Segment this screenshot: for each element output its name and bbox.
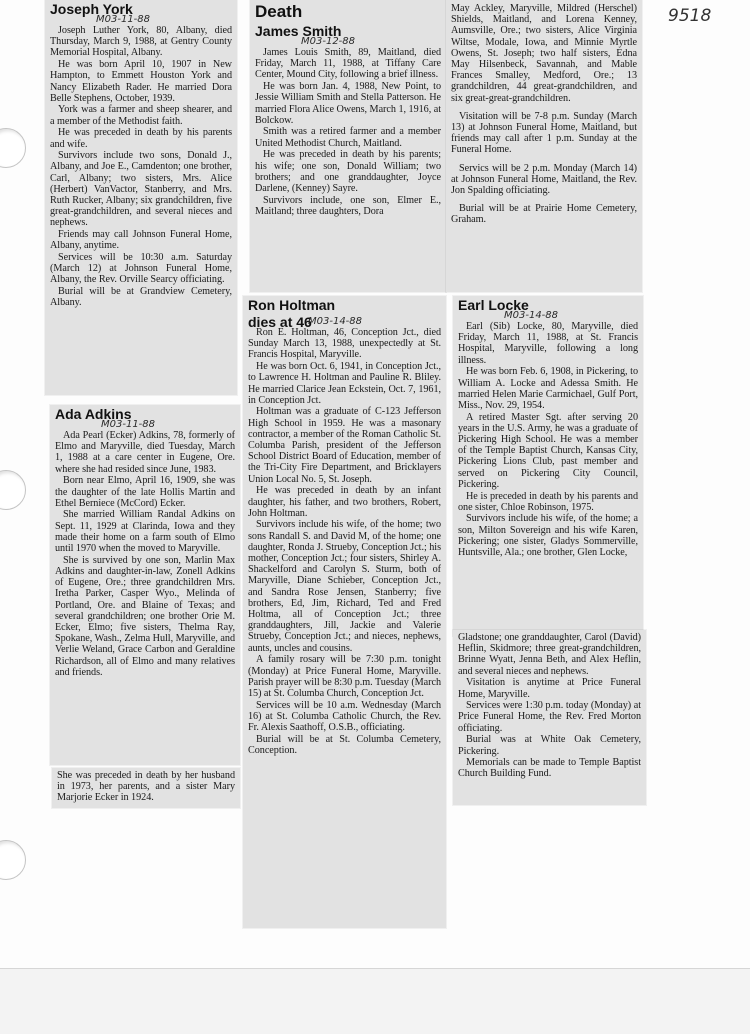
handwritten-date: M03-11-88: [96, 14, 151, 25]
paragraph: Ron E. Holtman, 46, Conception Jct., died Sunday March 13, 1988, unexpectedly at St. Francis Hospital, Maryville.: [248, 327, 441, 361]
paragraph: May Ackley, Maryville, Mildred (Herschel) Shields, Maitland, and Lorena Kenney, Aumsville, Ore.; two sisters, Alice Virginia Wiltse, Modale, Iowa, and Minnie Myrtle Owens, St. Joseph; two half sisters, Edna May Hilsenbeck, Savannah, and Mable Frances Smalley, Medford, Ore.; 13 grandchildren, 44 great-grandchildren, and six great-great-grandchildren.: [451, 3, 637, 104]
handwritten-date: M03-14-88: [308, 316, 363, 327]
paragraph: Survivors include, one son, Elmer E., Maitland; three daughters, Dora: [255, 194, 441, 217]
paragraph: He was born April 10, 1907 in New Hampton, to Emmett Houston York and Nancy Elizabeth Rader. He married Dora Belle Stephens, October, 1939.: [50, 59, 232, 104]
obituary-title: James Smith: [255, 23, 342, 39]
paragraph: He is preceded in death by his parents and one sister, Chloe Robinson, 1975.: [458, 490, 638, 513]
paragraph: Burial was at White Oak Cemetery, Pickering.: [458, 734, 641, 757]
obituary-ada-adkins-continued: [52, 768, 240, 808]
scan-bottom-edge: [0, 968, 750, 1034]
punch-hole: [0, 128, 26, 168]
handwritten-date: M03-14-88: [504, 310, 559, 321]
paragraph: Earl (Sib) Locke, 80, Maryville, died Friday, March 11, 1988, at St. Francis Hospital, Maryville, following a long illness.: [458, 321, 638, 366]
section-heading-death: Death: [255, 2, 303, 21]
paragraph: Joseph Luther York, 80, Albany, died Thursday, March 9, 1988, at Gentry County Memorial Hospital, Albany.: [50, 25, 232, 59]
paragraph: He was preceded in death by his parents and wife.: [50, 127, 232, 150]
paragraph: Survivors include two sons, Donald J., Albany, and Joe E., Camdenton; one brother, Carl, Albany; two sisters, Mrs. Alice (Herbert) VanVactor, Stanberry, and Mrs. Ruth Rucker, Albany; six grandchildren, five great-grandchildren, and several nieces and nephews.: [50, 150, 232, 229]
paragraph: Holtman was a graduate of C-123 Jefferson High School in 1959. He was a masonary contractor, a member of the Roman Catholic St. Columba Parish, president of the Jefferson School District Board of Education, member of the Tri-City Fire Department, and Bricklayers Union Local No. 5, St. Joseph.: [248, 406, 441, 485]
paragraph: Memorials can be made to Temple Baptist Church Building Fund.: [458, 757, 641, 780]
obituary-body: [248, 327, 441, 756]
paragraph: Visitation will be 7-8 p.m. Sunday (March 13) at Johnson Funeral Home, Maitland, but friends may call after 1 p.m. Sunday at the Funeral Home.: [451, 110, 637, 156]
obituary-body: [458, 321, 638, 558]
obituary-earl-locke: [453, 296, 643, 636]
paragraph: Smith was a retired farmer and a member United Methodist Church, Maitland.: [255, 126, 441, 149]
paragraph: He was preceded in death by his parents; his wife; one son, Donald William; two brothers; and one granddaughter, Joyce Darlene, (Kenney) Sayre.: [255, 149, 441, 194]
paragraph: Survivors include his wife, of the home; two sons Randall S. and David M, of the home; one daughter, Ronda J. Strueby, Conception Jct.; his mother, Conception Jct.; four sisters, Shirley A. Shackelford and Carolyn S. Sturm, both of Maryville, Diane Schieber, Conception Jct., and Sandra Rose Jensen, Stanberry; five brothers, Ed, Jim, Richard, Ted and Fred Holtma, all of Conception Jct.; three granddaughters, Jill, Jackie and Valerie Strueby, Conception Jct.; and nieces, nephews, aunts, uncles and cousins.: [248, 519, 441, 654]
paragraph: He was preceded in death by an infant daughter, his father, and two brothers, Robert, John Holtman.: [248, 485, 441, 519]
obituary-title: Ada Adkins: [55, 406, 132, 422]
obituary-james-smith: [250, 0, 446, 292]
page-number: 9518: [668, 6, 712, 26]
obituary-title-line: Ron Holtman: [248, 297, 336, 313]
obituary-james-smith-continued: [446, 0, 642, 292]
paragraph: He was born Jan. 4, 1988, New Point, to Jessie William Smith and Stella Patterson. He married Flora Alice Owens, March 1, 1916, at Bolckow.: [255, 81, 441, 126]
paragraph: Burial will be at Grandview Cemetery, Albany.: [50, 286, 232, 309]
obituary-body: [55, 430, 235, 678]
paragraph: Servics will be 2 p.m. Monday (March 14) at Johnson Funeral Home, Maitland, the Rev. Jon Spalding officiating.: [451, 162, 637, 197]
paragraph: She married William Randal Adkins on Sept. 11, 1929 at Clarinda, Iowa and they made their home on a farm south of Elmo until 1970 when the moved to Maryville.: [55, 509, 235, 555]
paragraph: Born near Elmo, April 16, 1909, she was the daughter of the late Hollis Martin and Ethel Berniece (McCord) Ecker.: [55, 475, 235, 509]
obituary-body: [50, 25, 232, 309]
paragraph: A family rosary will be 7:30 p.m. tonight (Monday) at Price Funeral Home, Maryville. Parish prayer will be 8:30 p.m. Tuesday (March 15) at St. Columba Church, Conception Jct.: [248, 654, 441, 699]
paragraph: Gladstone; one granddaughter, Carol (David) Heflin, Skidmore; three great-grandchildren, Brinne Wyatt, Jenna Beth, and Alex Heflin, and several nieces and nephews.: [458, 632, 641, 677]
paragraph: Services were 1:30 p.m. today (Monday) at Price Funeral Home, the Rev. Fred Morton officiating.: [458, 700, 641, 734]
paragraph: Visitation is anytime at Price Funeral Home, Maryville.: [458, 677, 641, 700]
paragraph: He was born Oct. 6, 1941, in Conception Jct., to Lawrence H. Holtman and Pauline R. Bliley. He married Clarice Jean Eckstein, Oct. 7, 1961, in Conception Jct.: [248, 361, 441, 406]
paragraph: York was a farmer and sheep shearer, and a member of the Methodist faith.: [50, 104, 232, 127]
obituary-title: Joseph York: [50, 1, 133, 17]
paragraph: Services will be 10:30 a.m. Saturday (March 12) at Johnson Funeral Home, Albany, the Rev. Orville Searcy officiating.: [50, 252, 232, 286]
obituary-title-line: dies at 46: [248, 314, 312, 330]
paragraph: Ada Pearl (Ecker) Adkins, 78, formerly of Elmo and Maryville, died Tuesday, March 1, 1988 at a care center in Eugene, Ore. where she had resided since June, 1983.: [55, 430, 235, 475]
obituary-title: Earl Locke: [458, 297, 529, 313]
punch-hole: [0, 470, 26, 510]
paragraph: He was born Feb. 6, 1908, in Pickering, to William A. Locke and Adessa Smith. He married Helen Marie Carmichael, Gulf Port, Miss., Nov. 29, 1954.: [458, 366, 638, 411]
paragraph: A retired Master Sgt. after serving 20 years in the U.S. Army, he was a graduate of Pickering High School. He was a member of the Temple Baptist Church, Kansas City, Pickering Lions Club, past member and served on Pickering City Council, Pickering.: [458, 411, 638, 490]
paragraph: Burial will be at Prairie Home Cemetery, Graham.: [451, 203, 637, 226]
paragraph: She is survived by one son, Marlin Max Adkins and daughter-in-law, Zonell Adkins of Eugene, Ore.; three grandchildren Mrs. Iretha Parker, Casper Wyo., Melinda of Portland, Ore. and Blaine of Texas; and several grandchildren; one brother Orie M. Ecker, Elmo; five sisters, Thelma Ray, Spokane, Wash., Zelma Hull, Maryville, and Verlie Weland, Grace Carbon and Geraldine Richardson, all of Elmo and many relatives and friends.: [55, 554, 235, 678]
obituary-ron-holtman: [243, 296, 446, 928]
paragraph: Services will be 10 a.m. Wednesday (March 16) at St. Columba Catholic Church, the Rev. Fr. Alexis Saathoff, O.S.B., officiating.: [248, 699, 441, 734]
obituary-earl-locke-continued: [453, 630, 646, 805]
obituary-body: [255, 47, 441, 217]
obituary-joseph-york: [45, 0, 237, 395]
paragraph: James Louis Smith, 89, Maitland, died Friday, March 11, 1988, at Tiffany Care Center, Mound City, following a brief illness.: [255, 47, 441, 81]
obituary-ada-adkins: [50, 405, 240, 765]
paragraph: Survivors include his wife, of the home; a son, Milton Sovereign and his wife Karen, Pickering; one sister, Gladys Sommerville, Huntsville, Ala.; one brother, Glen Locke,: [458, 513, 638, 559]
paragraph: Friends may call Johnson Funeral Home, Albany, anytime.: [50, 229, 232, 252]
handwritten-date: M03-12-88: [301, 36, 356, 47]
punch-hole: [0, 840, 26, 880]
handwritten-date: M03-11-88: [101, 419, 156, 430]
paragraph: She was preceded in death by her husband in 1973, her parents, and a sister Mary Marjorie Ecker in 1924.: [57, 770, 235, 804]
paragraph: Burial will be at St. Columba Cemetery, Conception.: [248, 733, 441, 757]
